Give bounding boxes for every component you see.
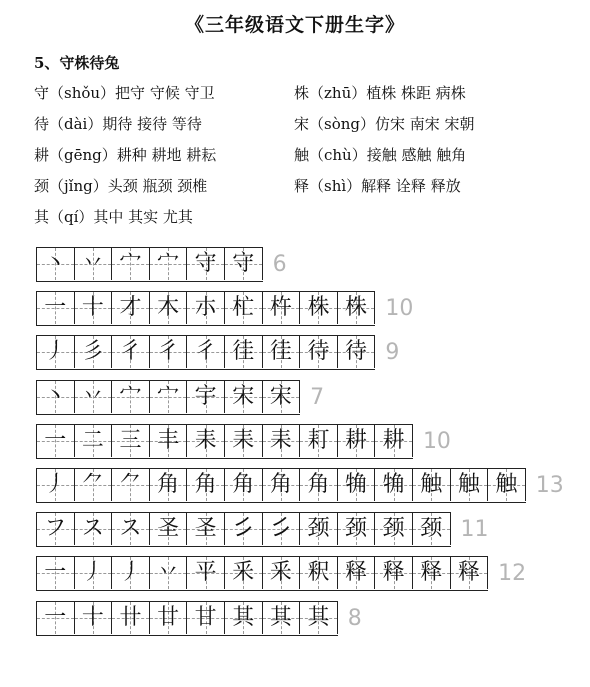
stroke-glyph: 耓: [307, 427, 330, 453]
stroke-cells: [36, 601, 338, 636]
stroke-glyph: 圣: [194, 516, 217, 542]
stroke-cells: [36, 424, 413, 459]
stroke-glyph: 一: [44, 427, 67, 453]
stroke-cell: [263, 513, 301, 545]
stroke-glyph: 木: [157, 295, 180, 321]
stroke-glyph: フ: [44, 516, 67, 542]
stroke-glyph: 彳: [157, 339, 180, 365]
stroke-glyph: 彳: [119, 339, 142, 365]
stroke-cell: [37, 248, 75, 280]
stroke-cells: [36, 247, 263, 282]
stroke-count: 13: [535, 473, 564, 498]
stroke-cell: [300, 469, 338, 501]
stroke-glyph: 守: [232, 251, 255, 276]
stroke-cell: [75, 248, 113, 280]
stroke-cell: [37, 513, 75, 545]
stroke-cell: [375, 513, 413, 545]
stroke-glyph: 三: [119, 427, 142, 453]
stroke-cells: [36, 291, 375, 326]
stroke-cell: [263, 602, 301, 634]
stroke-glyph: ス: [81, 516, 104, 542]
stroke-glyph: 释: [457, 560, 480, 586]
stroke-cell: [75, 381, 113, 413]
stroke-cells: [36, 380, 300, 415]
stroke-cell: [300, 513, 338, 545]
stroke-count: 10: [422, 428, 451, 454]
stroke-glyph: 触: [495, 472, 518, 497]
stroke-glyph: 杵: [269, 295, 292, 321]
stroke-cell: [150, 469, 188, 501]
vocab-item: 释（shì）解释 诠释 释放: [294, 177, 461, 195]
stroke-glyph: 徍: [269, 339, 292, 365]
stroke-cell: [150, 248, 188, 280]
stroke-cell: [263, 469, 301, 501]
stroke-cell: [263, 425, 301, 457]
stroke-glyph: 觕: [345, 472, 368, 497]
stroke-count: 7: [310, 384, 325, 410]
stroke-cell: [112, 336, 150, 368]
stroke-cell: [413, 469, 451, 501]
stroke-cells: [36, 556, 488, 591]
stroke-cell: [225, 381, 263, 413]
vocab-item: 守（shǒu）把守 守候 守卫: [34, 84, 215, 102]
stroke-glyph: ス: [119, 516, 142, 542]
stroke-row: [36, 247, 287, 282]
stroke-row: [36, 512, 489, 547]
stroke-count: 10: [385, 296, 414, 322]
vocab-item: 株（zhū）植株 株距 病株: [294, 84, 466, 102]
stroke-glyph: 角: [307, 472, 330, 497]
stroke-glyph: 丶: [44, 383, 67, 409]
stroke-cell: [300, 602, 338, 634]
stroke-glyph: 彳: [194, 339, 217, 365]
stroke-cell: [225, 469, 263, 501]
stroke-count: 8: [347, 605, 362, 631]
stroke-cell: [187, 513, 225, 545]
stroke-cell: [225, 425, 263, 457]
stroke-glyph: 十: [81, 295, 104, 321]
stroke-cell: [488, 469, 526, 501]
stroke-glyph: 角: [157, 472, 180, 497]
stroke-cell: [37, 336, 75, 368]
stroke-glyph: 待: [345, 339, 368, 365]
stroke-cell: [338, 292, 376, 324]
page-title: 《三年级语文下册生字》: [184, 14, 405, 36]
stroke-cell: [225, 602, 263, 634]
stroke-glyph: 颈: [420, 516, 443, 542]
stroke-cell: [112, 602, 150, 634]
stroke-cell: [263, 557, 301, 589]
stroke-count: 6: [272, 252, 287, 277]
stroke-cell: [187, 557, 225, 589]
lesson-heading: 5、守株待兔: [34, 54, 120, 72]
stroke-cell: [112, 248, 150, 280]
stroke-cell: [37, 469, 75, 501]
stroke-row: [36, 601, 362, 636]
stroke-glyph: 𰀪: [232, 516, 255, 542]
stroke-glyph: 十: [81, 604, 104, 630]
stroke-glyph: 一: [44, 560, 67, 586]
stroke-cell: [75, 425, 113, 457]
stroke-glyph: 宋: [232, 383, 255, 409]
stroke-glyph: 丷: [157, 560, 180, 586]
stroke-glyph: 二: [81, 427, 104, 453]
stroke-glyph: 卄: [119, 604, 142, 630]
stroke-glyph: 丿: [44, 339, 67, 365]
vocab-item: 耕（gēng）耕种 耕地 耕耘: [34, 146, 217, 164]
stroke-count: 9: [385, 340, 400, 366]
stroke-glyph: 触: [457, 472, 480, 497]
stroke-glyph: 株: [307, 295, 330, 321]
stroke-glyph: 颈: [382, 516, 405, 542]
stroke-glyph: 朩: [194, 295, 217, 321]
stroke-cells: [36, 335, 375, 370]
stroke-glyph: 其: [232, 604, 255, 630]
stroke-cell: [225, 513, 263, 545]
stroke-row: [36, 424, 451, 459]
stroke-glyph: 耕: [382, 427, 405, 453]
stroke-glyph: 触: [420, 472, 443, 497]
stroke-glyph: 株: [345, 295, 368, 321]
stroke-cell: [375, 425, 413, 457]
stroke-cell: [338, 557, 376, 589]
stroke-cell: [150, 425, 188, 457]
stroke-cells: [36, 468, 526, 503]
stroke-count: 12: [498, 561, 527, 587]
stroke-cell: [112, 557, 150, 589]
vocab-item: 待（dài）期待 接待 等待: [34, 115, 202, 133]
stroke-cell: [187, 381, 225, 413]
stroke-glyph: 觕: [382, 472, 405, 497]
stroke-cell: [300, 336, 338, 368]
stroke-glyph: 一: [44, 295, 67, 321]
stroke-cell: [37, 292, 75, 324]
stroke-cell: [187, 248, 225, 280]
stroke-cell: [37, 425, 75, 457]
stroke-glyph: 彡: [81, 339, 104, 365]
stroke-cell: [112, 469, 150, 501]
stroke-cell: [112, 381, 150, 413]
stroke-cell: [75, 557, 113, 589]
stroke-cells: [36, 512, 451, 547]
stroke-glyph: 丷: [81, 251, 104, 276]
stroke-cell: [75, 602, 113, 634]
stroke-glyph: 丿: [44, 472, 67, 497]
stroke-row: [36, 335, 399, 370]
stroke-glyph: 廿: [157, 604, 180, 630]
stroke-cell: [187, 469, 225, 501]
stroke-cell: [150, 557, 188, 589]
stroke-cell: [225, 557, 263, 589]
stroke-cell: [451, 557, 489, 589]
stroke-cell: [112, 425, 150, 457]
stroke-cell: [187, 292, 225, 324]
stroke-cell: [413, 557, 451, 589]
stroke-glyph: 宋: [269, 383, 292, 409]
stroke-glyph: 丷: [81, 383, 104, 409]
stroke-cell: [451, 469, 489, 501]
vocab-item: 颈（jǐng）头颈 瓶颈 颈椎: [34, 177, 208, 195]
stroke-glyph: 其: [269, 604, 292, 630]
stroke-cell: [413, 513, 451, 545]
stroke-row: [36, 468, 564, 503]
stroke-cell: [187, 425, 225, 457]
stroke-glyph: 颈: [345, 516, 368, 542]
stroke-glyph: 一: [44, 604, 67, 630]
vocab-item: 其（qí）其中 其实 尤其: [34, 208, 193, 226]
stroke-count: 11: [460, 517, 489, 543]
stroke-cell: [338, 513, 376, 545]
stroke-glyph: 角: [194, 472, 217, 497]
stroke-cell: [75, 336, 113, 368]
stroke-glyph: 丶: [44, 251, 67, 276]
stroke-glyph: 角: [232, 472, 255, 497]
stroke-cell: [375, 469, 413, 501]
stroke-glyph: 耒: [269, 427, 292, 453]
stroke-glyph: 丿: [119, 560, 142, 586]
stroke-cell: [338, 469, 376, 501]
stroke-cell: [75, 513, 113, 545]
stroke-glyph: 颈: [307, 516, 330, 542]
stroke-glyph: 甘: [194, 604, 217, 630]
vocab-item: 宋（sòng）仿宋 南宋 宋朝: [294, 115, 475, 133]
stroke-glyph: 宀: [157, 383, 180, 409]
stroke-row: [36, 556, 526, 591]
stroke-glyph: 宇: [194, 383, 217, 409]
stroke-glyph: 釆: [269, 560, 292, 586]
stroke-glyph: 释: [382, 560, 405, 586]
stroke-cell: [37, 557, 75, 589]
stroke-glyph: 圣: [157, 516, 180, 542]
stroke-cell: [225, 292, 263, 324]
stroke-glyph: ⺈: [119, 472, 142, 497]
stroke-glyph: 宀: [157, 251, 180, 276]
stroke-cell: [338, 336, 376, 368]
stroke-cell: [75, 292, 113, 324]
stroke-cell: [150, 381, 188, 413]
stroke-cell: [187, 336, 225, 368]
stroke-glyph: 其: [307, 604, 330, 630]
stroke-glyph: 守: [194, 251, 217, 276]
stroke-glyph: 宀: [119, 251, 142, 276]
stroke-cell: [375, 557, 413, 589]
stroke-cell: [263, 336, 301, 368]
stroke-row: [36, 291, 413, 326]
stroke-glyph: 宀: [119, 383, 142, 409]
stroke-glyph: 丰: [157, 427, 180, 453]
stroke-glyph: 丿: [81, 560, 104, 586]
stroke-cell: [150, 292, 188, 324]
stroke-cell: [300, 292, 338, 324]
stroke-glyph: 释: [420, 560, 443, 586]
stroke-cell: [75, 469, 113, 501]
stroke-cell: [225, 336, 263, 368]
stroke-cell: [263, 292, 301, 324]
stroke-cell: [263, 381, 301, 413]
stroke-cell: [150, 602, 188, 634]
stroke-glyph: 耒: [194, 427, 217, 453]
stroke-glyph: 耕: [345, 427, 368, 453]
stroke-glyph: 释: [345, 560, 368, 586]
stroke-cell: [112, 513, 150, 545]
stroke-glyph: 耒: [232, 427, 255, 453]
stroke-cell: [300, 557, 338, 589]
stroke-cell: [37, 602, 75, 634]
stroke-glyph: 釈: [307, 560, 330, 586]
stroke-cell: [300, 425, 338, 457]
stroke-cell: [37, 381, 75, 413]
stroke-glyph: 待: [307, 339, 330, 365]
stroke-glyph: 徍: [232, 339, 255, 365]
stroke-glyph: 杧: [232, 295, 255, 321]
stroke-cell: [150, 336, 188, 368]
stroke-cell: [150, 513, 188, 545]
stroke-glyph: 𰀪: [269, 516, 292, 542]
stroke-glyph: 才: [119, 295, 142, 321]
stroke-glyph: ⺈: [81, 472, 104, 497]
stroke-cell: [225, 248, 263, 280]
stroke-cell: [112, 292, 150, 324]
stroke-glyph: 釆: [232, 560, 255, 586]
stroke-glyph: 平: [194, 560, 217, 586]
stroke-row: [36, 380, 324, 415]
stroke-glyph: 角: [269, 472, 292, 497]
vocab-item: 触（chù）接触 感触 触角: [294, 146, 467, 164]
stroke-cell: [187, 602, 225, 634]
stroke-cell: [338, 425, 376, 457]
